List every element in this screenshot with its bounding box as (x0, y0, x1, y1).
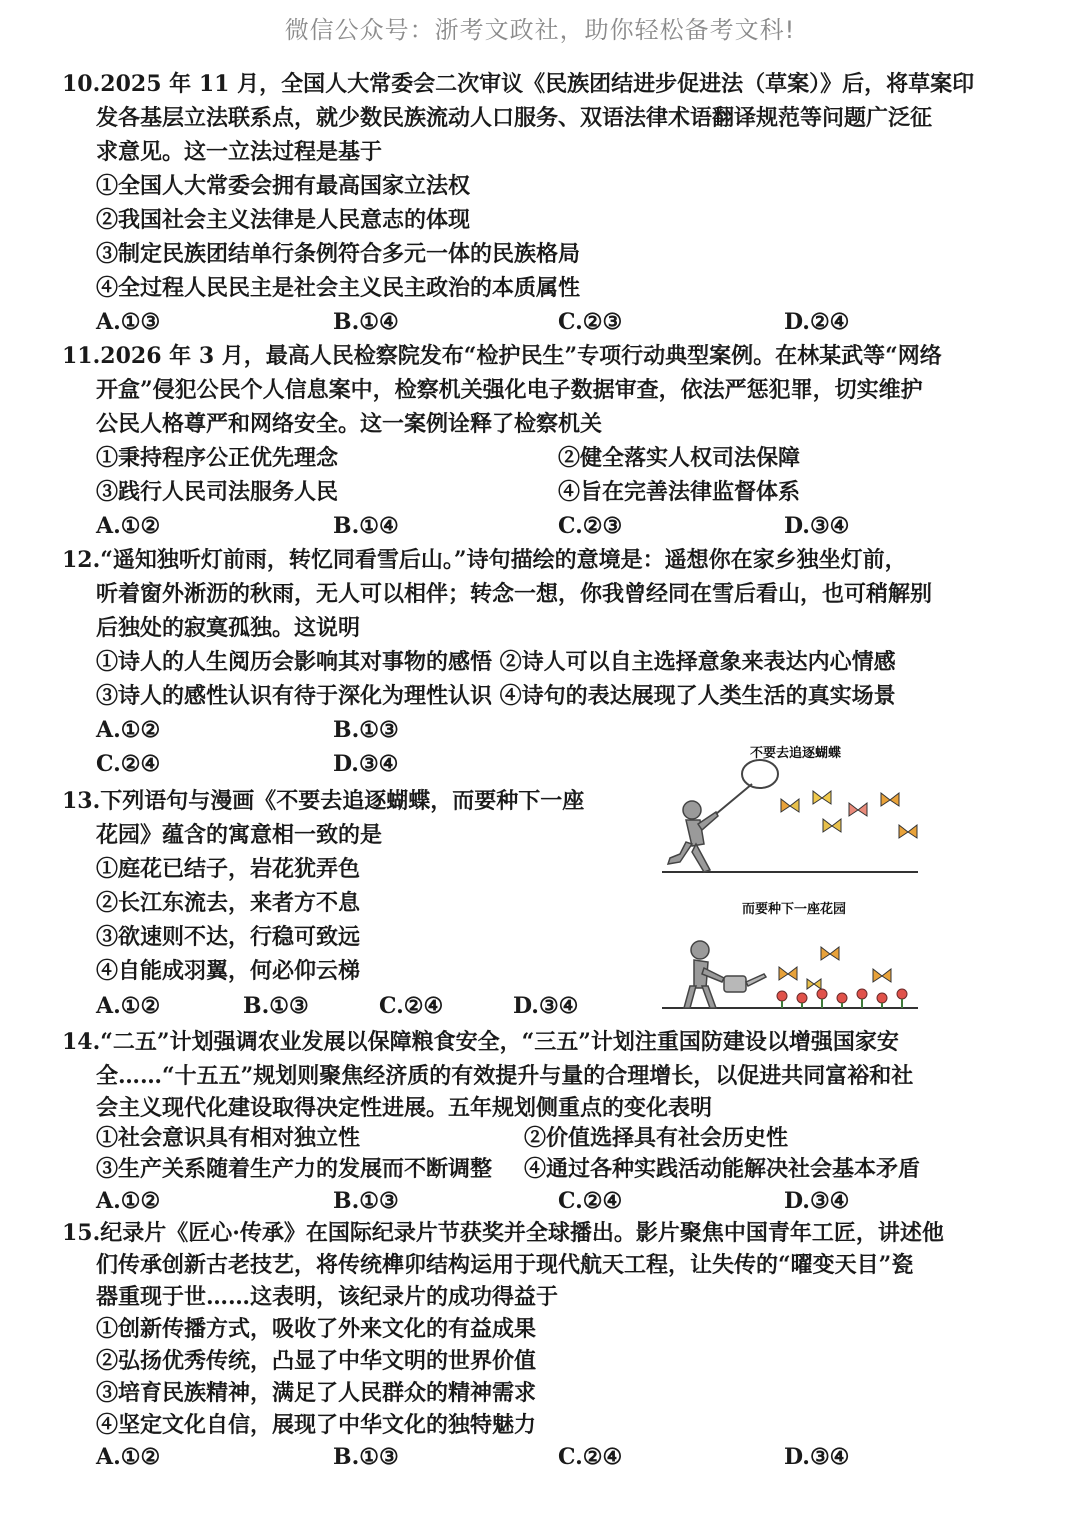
q14-stem-line: 14.“二五”计划强调农业发展以保障粮食安全，“三五”计划注重国防建设以增强国家安 (62, 1029, 899, 1055)
watering-can-icon (724, 974, 766, 992)
q11-statement: ①秉持程序公正优先理念 (96, 445, 339, 471)
q11-stem-line: 11.2026 年 3 月，最高人民检察院发布“检护民生”专项行动典型案例。在林某武等“网络 (62, 343, 942, 369)
q15-option-c[interactable]: C.②④ (558, 1444, 623, 1470)
butterflies-icon (781, 791, 917, 838)
q11-stem-line: 公民人格尊严和网络安全。这一案例诠释了检察机关 (96, 411, 603, 437)
q14-statement: ③生产关系随着生产力的发展而不断调整 (96, 1156, 493, 1182)
q13-stem-line: 13.下列语句与漫画《不要去追逐蝴蝶，而要种下一座 (62, 788, 585, 814)
q13-option-a[interactable]: A.①② (96, 993, 161, 1019)
q15-option-b[interactable]: B.①③ (333, 1444, 399, 1470)
comic-bottom-caption: 而要种下一座花园 (742, 902, 847, 917)
q13-statement: ④自能成羽翼，何必仰云梯 (96, 958, 361, 984)
q10-option-d[interactable]: D.②④ (784, 309, 850, 335)
q10-stem-line: 发各基层立法联系点，就少数民族流动人口服务、双语法律术语翻译规范等问题广泛征 (96, 105, 933, 131)
flowers-icon (777, 989, 907, 1008)
q14-option-d[interactable]: D.③④ (784, 1188, 850, 1214)
comic-illustration (640, 736, 940, 1016)
q14-statement: ②价值选择具有社会历史性 (524, 1125, 789, 1151)
q11-option-a[interactable]: A.①② (96, 513, 161, 539)
q14-stem-line: 会主义现代化建设取得决定性进展。五年规划侧重点的变化表明 (96, 1095, 713, 1121)
q14-stem-line: 全……“十五五”规划则聚焦经济质的有效提升与量的合理增长，以促进共同富裕和社 (96, 1063, 914, 1089)
q14-statement: ④通过各种实践活动能解决社会基本矛盾 (524, 1156, 921, 1182)
q10-stem-line: 求意见。这一立法过程是基于 (96, 139, 383, 165)
q15-statement: ②弘扬优秀传统，凸显了中华文明的世界价值 (96, 1348, 537, 1374)
q12-option-d[interactable]: D.③④ (333, 751, 399, 777)
garden-butterflies-icon (779, 947, 891, 989)
butterfly-net-icon (742, 760, 778, 788)
running-figure-icon (668, 801, 718, 872)
q13-statement: ②长江东流去，来者方不息 (96, 890, 361, 916)
q12-option-b[interactable]: B.①③ (333, 717, 399, 743)
comic-top-caption: 不要去追逐蝴蝶 (750, 746, 842, 761)
q15-statement: ③培育民族精神，满足了人民群众的精神需求 (96, 1380, 537, 1406)
q14-option-c[interactable]: C.②④ (558, 1188, 623, 1214)
q13-statement: ③欲速则不达，行稳可致远 (96, 924, 361, 950)
q13-option-c[interactable]: C.②④ (379, 993, 444, 1019)
q10-statement: ③制定民族团结单行条例符合多元一体的民族格局 (96, 241, 581, 267)
q11-option-d[interactable]: D.③④ (784, 513, 850, 539)
q13-statement: ①庭花已结子，岩花犹弄色 (96, 856, 361, 882)
q10-statement: ①全国人大常委会拥有最高国家立法权 (96, 173, 471, 199)
q12-statement: ①诗人的人生阅历会影响其对事物的感悟 ②诗人可以自主选择意象来表达内心情感 (96, 649, 896, 675)
q12-option-a[interactable]: A.①② (96, 717, 161, 743)
q15-option-a[interactable]: A.①② (96, 1444, 161, 1470)
q12-option-c[interactable]: C.②④ (96, 751, 161, 777)
gardener-figure-icon (684, 941, 724, 1008)
q10-option-a[interactable]: A.①③ (96, 309, 161, 335)
q12-stem-line: 12.“遥知独听灯前雨，转忆同看雪后山。”诗句描绘的意境是：遥想你在家乡独坐灯前， (62, 547, 907, 573)
q10-statement: ④全过程人民民主是社会主义民主政治的本质属性 (96, 275, 581, 301)
q10-stem-line: 10.2025 年 11 月，全国人大常委会二次审议《民族团结进步促进法（草案）》后，将草案印 (62, 71, 975, 97)
q15-statement: ④坚定文化自信，展现了中华文化的独特魅力 (96, 1412, 537, 1438)
q15-stem-line: 15.纪录片《匠心·传承》在国际纪录片节获奖并全球播出。影片聚焦中国青年工匠，讲述他 (62, 1220, 944, 1246)
q15-stem-line: 器重现于世……这表明，该纪录片的成功得益于 (96, 1284, 559, 1310)
q13-stem-line: 花园》蕴含的寓意相一致的是 (96, 822, 383, 848)
q14-statement: ①社会意识具有相对独立性 (96, 1125, 361, 1151)
watermark-header: 微信公众号：浙考文政社，助你轻松备考文科! (284, 16, 796, 44)
q10-statement: ②我国社会主义法律是人民意志的体现 (96, 207, 471, 233)
q11-statement: ②健全落实人权司法保障 (558, 445, 801, 471)
q11-option-b[interactable]: B.①④ (333, 513, 399, 539)
q15-stem-line: 们传承创新古老技艺，将传统榫卯结构运用于现代航天工程，让失传的“曜变天目”瓷 (96, 1252, 914, 1278)
q11-option-c[interactable]: C.②③ (558, 513, 623, 539)
q12-stem-line: 后独处的寂寞孤独。这说明 (96, 615, 361, 641)
q12-statement: ③诗人的感性认识有待于深化为理性认识 ④诗句的表达展现了人类生活的真实场景 (96, 683, 896, 709)
q10-option-c[interactable]: C.②③ (558, 309, 623, 335)
comic-drawing (640, 736, 940, 1016)
q11-statement: ④旨在完善法律监督体系 (558, 479, 801, 505)
q11-stem-line: 开盒”侵犯公民个人信息案中，检察机关强化电子数据审查，依法严惩犯罪，切实维护 (96, 377, 923, 403)
q10-option-b[interactable]: B.①④ (333, 309, 399, 335)
q14-option-b[interactable]: B.①③ (333, 1188, 399, 1214)
q12-stem-line: 听着窗外淅沥的秋雨，无人可以相伴；转念一想，你我曾经同在雪后看山，也可稍解别 (96, 581, 933, 607)
q15-statement: ①创新传播方式，吸收了外来文化的有益成果 (96, 1316, 537, 1342)
q14-option-a[interactable]: A.①② (96, 1188, 161, 1214)
q13-option-d[interactable]: D.③④ (513, 993, 579, 1019)
q13-option-b[interactable]: B.①③ (243, 993, 309, 1019)
q15-option-d[interactable]: D.③④ (784, 1444, 850, 1470)
q11-statement: ③践行人民司法服务人民 (96, 479, 339, 505)
